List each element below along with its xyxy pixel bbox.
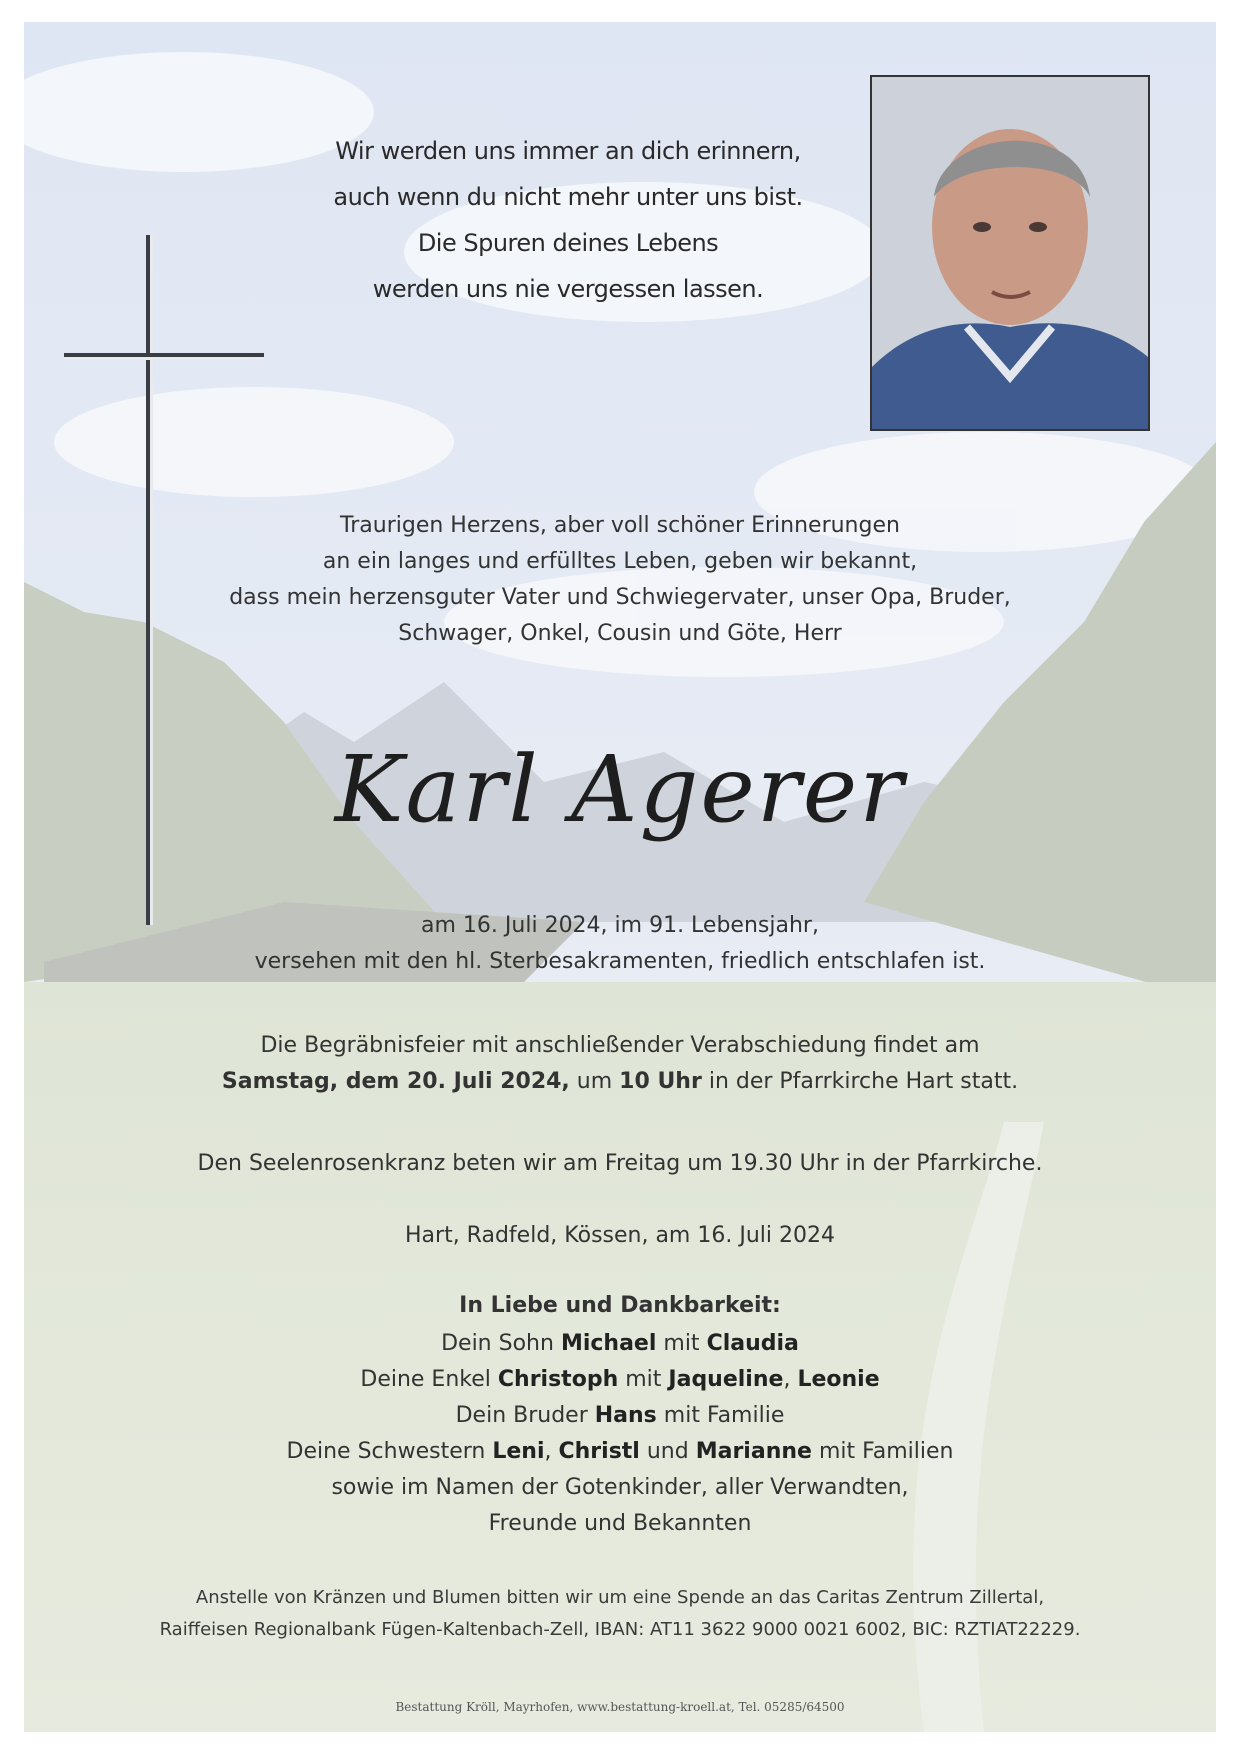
funeral-day: Samstag, dem 20. Juli 2024, — [221, 1069, 570, 1094]
relation: Deine Schwestern — [286, 1439, 486, 1464]
relation: Deine Enkel — [360, 1367, 491, 1392]
family-name: Jaqueline — [668, 1367, 784, 1392]
funeral-home-footer: Bestattung Kröll, Mayrhofen, www.bestattung-kroell.at, Tel. 05285/64500 — [395, 1700, 845, 1714]
funeral-time: 10 Uhr — [619, 1069, 702, 1094]
announcement-intro — [24, 508, 1216, 652]
family-name: Claudia — [706, 1331, 799, 1356]
deceased-name: Karl Agerer — [334, 736, 906, 843]
poem-line: werden uns nie vergessen lassen. — [372, 275, 764, 303]
family-name: Marianne — [695, 1439, 812, 1464]
family-line — [24, 1434, 1216, 1470]
thanks-heading: In Liebe und Dankbarkeit: — [459, 1293, 781, 1318]
intro-line: Traurigen Herzens, aber voll schöner Erinnerungen — [340, 513, 900, 538]
portrait-photo — [870, 75, 1150, 431]
family-line: Freunde und Bekannten — [488, 1511, 752, 1536]
intro-line: dass mein herzensguter Vater und Schwiegervater, unser Opa, Bruder, — [229, 585, 1011, 610]
intro-line: Schwager, Onkel, Cousin und Göte, Herr — [398, 621, 842, 646]
funeral-line: Die Begräbnisfeier mit anschließender Verabschiedung findet am — [260, 1033, 980, 1058]
funeral-location: in der Pfarrkirche Hart statt. — [708, 1069, 1019, 1094]
donation-line: Anstelle von Kränzen und Blumen bitten wir um eine Spende an das Caritas Zentrum Zillertal, — [195, 1587, 1045, 1608]
family-name: Christl — [558, 1439, 640, 1464]
family-line: sowie im Namen der Gotenkinder, aller Verwandten, — [331, 1475, 909, 1500]
family-name: Michael — [560, 1331, 657, 1356]
poem — [268, 128, 868, 312]
family-line — [24, 1398, 1216, 1434]
connector: mit — [663, 1331, 700, 1356]
family-name: Hans — [594, 1403, 657, 1428]
funeral-date-line — [24, 1064, 1216, 1100]
connector: mit — [625, 1367, 662, 1392]
donation-bank-line: Raiffeisen Regionalbank Fügen-Kaltenbach-Zell, IBAN: AT11 3622 9000 0021 6002, BIC: RZTIAT22229. — [159, 1619, 1081, 1640]
place-date: Hart, Radfeld, Kössen, am 16. Juli 2024 — [405, 1223, 835, 1248]
poem-line: auch wenn du nicht mehr unter uns bist. — [333, 183, 803, 211]
comma: , — [783, 1367, 791, 1392]
connector: mit Familien — [818, 1439, 954, 1464]
rosary-note: Den Seelenrosenkranz beten wir am Freitag um 19.30 Uhr in der Pfarrkirche. — [197, 1151, 1043, 1176]
funeral-details — [24, 1028, 1216, 1100]
parte-card — [24, 22, 1216, 1732]
comma: , — [544, 1439, 552, 1464]
portrait-illustration — [872, 77, 1148, 429]
family-list — [24, 1326, 1216, 1542]
poem-line: Die Spuren deines Lebens — [417, 229, 719, 257]
family-name: Leonie — [797, 1367, 880, 1392]
connector: und — [646, 1439, 689, 1464]
intro-line: an ein langes und erfülltes Leben, geben wir bekannt, — [322, 549, 918, 574]
family-name: Christoph — [497, 1367, 619, 1392]
relation: Dein Sohn — [441, 1331, 554, 1356]
donation-note — [24, 1582, 1216, 1646]
poem-line: Wir werden uns immer an dich erinnern, — [335, 137, 801, 165]
relation: Dein Bruder — [455, 1403, 588, 1428]
family-name: Leni — [492, 1439, 545, 1464]
death-note-line: versehen mit den hl. Sterbesakramenten, friedlich entschlafen ist. — [254, 949, 986, 974]
death-date-line: am 16. Juli 2024, im 91. Lebensjahr, — [421, 913, 819, 938]
death-details — [24, 908, 1216, 980]
family-line — [24, 1362, 1216, 1398]
family-line — [24, 1326, 1216, 1362]
connector: mit Familie — [663, 1403, 785, 1428]
funeral-um: um — [576, 1069, 613, 1094]
